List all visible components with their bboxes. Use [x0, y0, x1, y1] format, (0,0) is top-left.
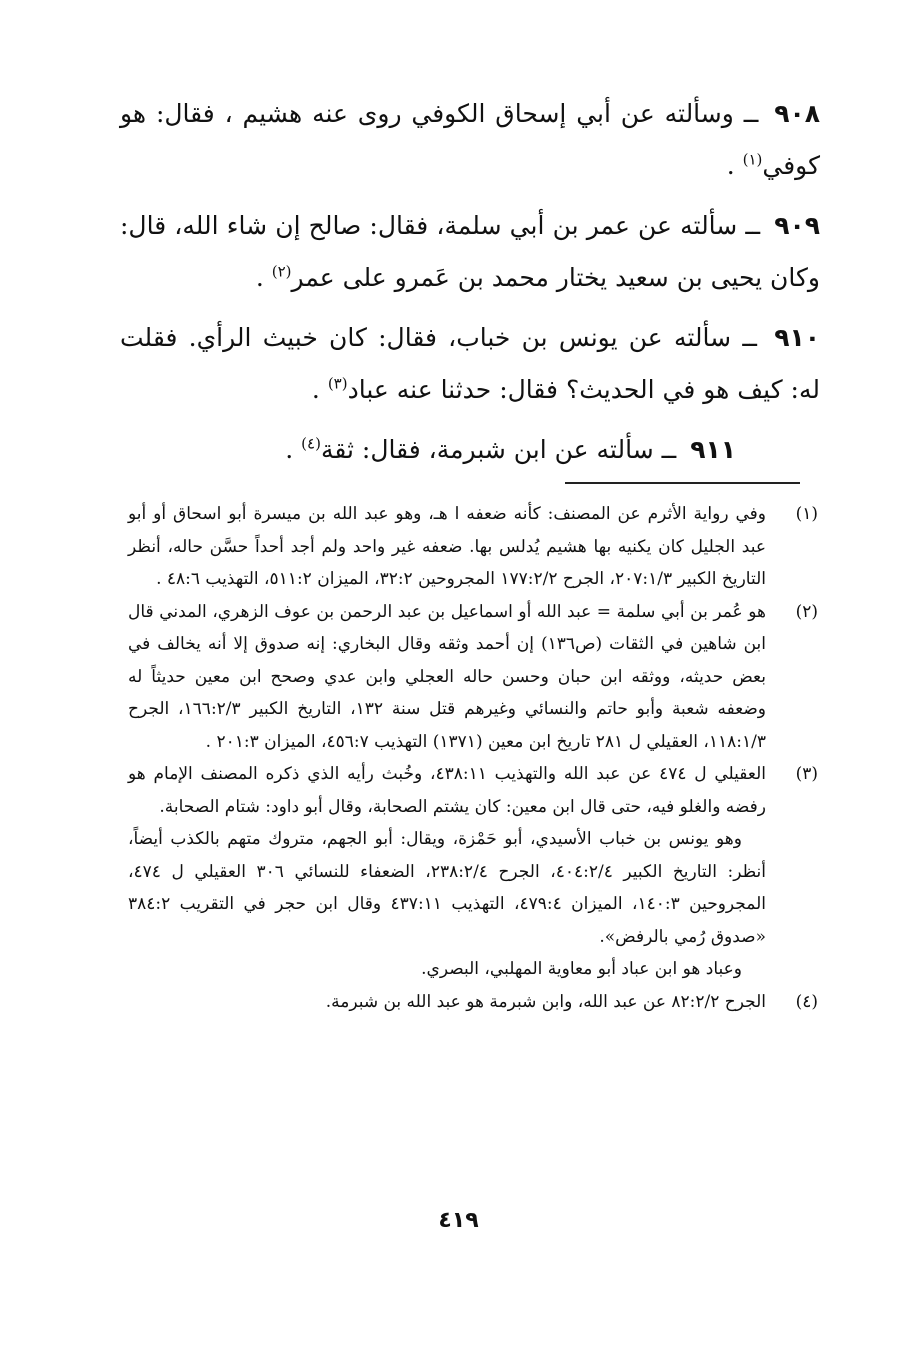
entry-910: ٩١٠ ــ سألته عن يونس بن خباب، فقال: كان خبيث الرأي. فقلت له: كيف هو في الحديث؟ فقال: حدثنا عنه عباد$^{(٣)}$ . [120, 323, 820, 404]
entry-908: ٩٠٨ ــ وسألته عن أبي إسحاق الكوفي روى عنه هشيم ، فقال: هو كوفي$^{(١)}$ . [120, 99, 821, 180]
footnote-4 [128, 986, 818, 1019]
footnote-mark: (٤) [795, 991, 818, 1012]
entry-text: سألته عن عمر بن أبي سلمة، فقال: صالح إن شاء الله، قال: وكان يحيى بن سعيد يختار محمد بن عَمرو على عمر [120, 211, 820, 292]
footnote-3 [128, 758, 818, 986]
footnote-ref: (١) [742, 150, 763, 169]
entry-dash: ــ [743, 99, 759, 128]
footnote-mark: (١) [795, 504, 818, 524]
entry-909: ٩٠٩ ــ سألته عن عمر بن أبي سلمة، فقال: صالح إن شاء الله، قال: وكان يحيى بن سعيد يختار محمد بن عَمرو على عمر$^{(٢)}$ . [120, 211, 820, 292]
entry-dash: ــ [745, 211, 761, 240]
footnote-text: وعباد هو ابن عباد أبو معاوية المهلبي، البصري. [421, 959, 742, 979]
entry-dash: ــ [742, 323, 757, 352]
entry-number: ٩١٠ [774, 323, 820, 352]
footnote-text: الجرح ٨٢:٢/٢ عن عبد الله، وابن شبرمة هو عبد الله بن شبرمة. [325, 991, 766, 1012]
entry-number: ٩٠٨ [774, 99, 821, 128]
footnote-text: هو عُمر بن أبي سلمة = عبد الله أو اسماعيل بن عبد الرحمن بن عوف الزهري، المدني قال ابن شاهين في الثقات (ص١٣٦) إن أحمد وثقه وقال البخاري: إنه صدوق إلا أنه يخالف في بعض حديثه، ووثقه ابن حبان وحسن حاله العجلي وابن عدي وصحح ابن معين حديثاً له وضعفه شعبة وأبو حاتم والنسائي وغيرهم قتل سنة ١٣٢، التاريخ الكبير ١٦٦:٢/٣، الجرح ١١٨:١/٣، العقيلي ل ٢٨١ تاريخ ابن معين (١٣٧١) التهذيب ٤٥٦:٧، الميزان ٢٠١:٣ . [128, 601, 767, 752]
page-number: ٤١٩ [438, 1208, 479, 1233]
entry-number: ٩٠٩ [774, 211, 820, 240]
footnotes [128, 498, 818, 1018]
footnote-text: العقيلي ل ٤٧٤ عن عبد الله والتهذيب ٤٣٨:١١، وخُبث رأيه الذي ذكره المصنف الإمام هو رفضه والغلو فيه، حتى قال ابن معين: كان يشتم الصحابة، وقال أبو داود: شتام الصحابة. [128, 764, 766, 817]
footnote-text: وهو يونس بن خباب الأسيدي، أبو حَمْزة، ويقال: أبو الجهم، متروك متهم بالكذب أيضاً، أنظر: التاريخ الكبير ٤٠٤:٢/٤، الجرح ٢٣٨:٢/٤، الضعفاء للنسائي ٣٠٦ العقيلي ل ٤٧٤، المجروحين ١٤٠:٣، الميزان ٤٧٩:٤، التهذيب ٤٣٧:١١ وقال ابن حجر في التقريب ٣٨٤:٢ «صدوق رُمي بالرفض». [128, 829, 767, 947]
footnote-ref: (٤) [301, 434, 321, 453]
footnote-1 [128, 498, 818, 596]
footnote-ref: (٣) [327, 374, 348, 393]
footnote-mark: (٣) [795, 764, 818, 784]
main-text [120, 88, 820, 484]
entry-number: ٩١١ [690, 435, 736, 464]
footnote-text: وفي رواية الأثرم عن المصنف: كأنه ضعفه ا هـ، وهو عبد الله بن ميسرة أبو اسحاق أو أبو عبد الجليل كان يكنيه بها هشيم يُدلس بها. ضعفه غير واحد ولم أجد أحداً حسَّن حاله، أنظر التاريخ الكبير ٢٠٧:١/٣، الجرح ١٧٧:٢/٢ المجروحين ٣٢:٢، الميزان ٥١١:٢، التهذيب ٤٨:٦ . [128, 504, 766, 589]
footnote-2 [128, 596, 818, 759]
entry-911: ٩١١ ــ سألته عن ابن شبرمة، فقال: ثقة$^{(٤)}$ . [285, 434, 736, 464]
entry-dash: ــ [661, 435, 677, 464]
entry-text: سألته عن ابن شبرمة، فقال: ثقة [320, 435, 654, 464]
footnote-separator [565, 482, 800, 484]
footnote-ref: (٢) [271, 262, 292, 281]
footnote-mark: (٢) [795, 601, 818, 622]
entry-text: سألته عن يونس بن خباب، فقال: كان خبيث الرأي. فقلت له: كيف هو في الحديث؟ فقال: حدثنا عنه عباد [120, 323, 820, 404]
entry-text: وسألته عن أبي إسحاق الكوفي روى عنه هشيم ، فقال: هو كوفي [120, 99, 820, 180]
